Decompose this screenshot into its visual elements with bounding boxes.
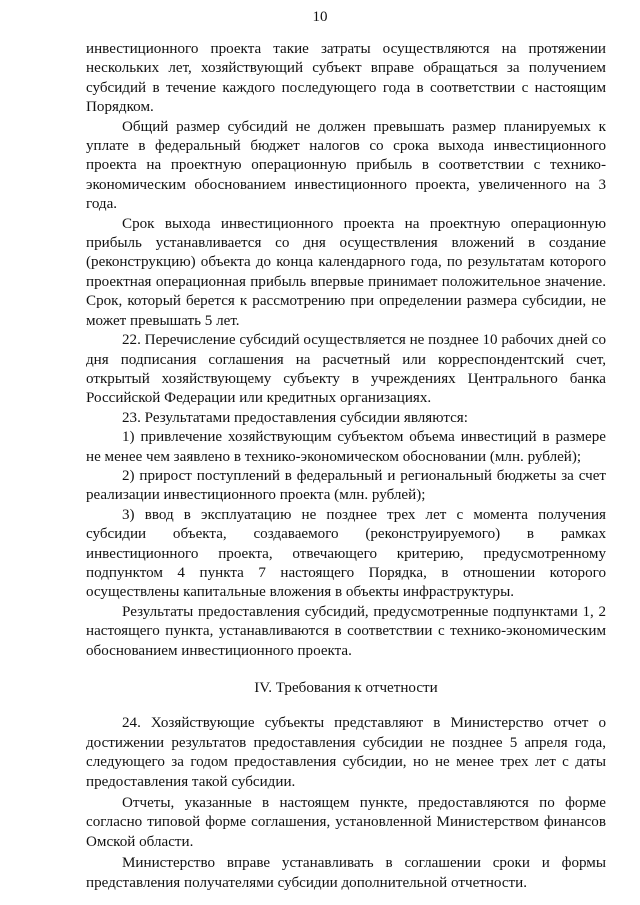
paragraph-profit-term: Срок выхода инвестиционного проекта на проектную операционную прибыль устанавливается со дня осуществления вложений в создание (реконструкцию) объекта до конца календарного года, по результатам которого проектная операционная прибыль впервые принимает положительное значение. Срок, который берется к рассмотрению при определении размера субсидии, не может превышать 5 лет. bbox=[86, 215, 606, 329]
paragraph-reports-form: Отчеты, указанные в настоящем пункте, предоставляются по форме согласно типовой форме соглашения, установленной Министерством финансов Омской области. bbox=[86, 795, 606, 850]
paragraph-item-23: 23. Результатами предоставления субсидии являются: bbox=[122, 409, 468, 426]
paragraph-item-22: 22. Перечисление субсидий осуществляется не позднее 10 рабочих дней со дня подписания соглашения на расчетный или корреспондентский счет, открытый хозяйствующему субъекту в учреждениях Центрального банка Российской Федерации или кредитных организациях. bbox=[86, 332, 606, 407]
section-heading: IV. Требования к отчетности bbox=[254, 680, 438, 696]
list-item-2: 2) прирост поступлений в федеральный и региональный бюджеты за счет реализации инвестиционного проекта (млн. рублей); bbox=[86, 467, 606, 504]
page-number: 10 bbox=[312, 9, 328, 25]
paragraph-item-24: 24. Хозяйствующие субъекты представляют в Министерство отчет о достижении результатов предоставления субсидии не позднее 5 апреля года, следующего за годом предоставления субсидии, но не менее трех лет с даты предоставления такой субсидии. bbox=[86, 715, 606, 790]
paragraph-continuation: инвестиционного проекта такие затраты осуществляются на протяжении нескольких лет, хозяйствующий субъект вправе обращаться за получением субсидий в течение каждого последующего года в соответствии с настоящим Порядком. bbox=[86, 41, 606, 116]
paragraph-results-note: Результаты предоставления субсидий, предусмотренные подпунктами 1, 2 настоящего пункта, устанавливаются в соответствии с технико-экономическим обоснованием инвестиционного проекта. bbox=[86, 603, 606, 659]
document-body bbox=[86, 40, 606, 893]
list-item-3: 3) ввод в эксплуатацию не позднее трех лет с момента получения субсидии объекта, создаваемого (реконструируемого) в рамках инвестиционного проекта, отвечающего критерию, предусмотренному подпунктом 4 пункта 7 настоящего Порядка, в отношении которого осуществлены капитальные вложения в объекты инфраструктуры. bbox=[86, 506, 606, 601]
list-item-1: 1) привлечение хозяйствующим субъектом объема инвестиций в размере не менее чем заявлено в технико-экономическом обосновании (млн. рублей); bbox=[86, 429, 606, 465]
paragraph-subsidy-size: Общий размер субсидий не должен превышать размер планируемых к уплате в федеральный бюджет налогов со срока выхода инвестиционного проекта на проектную операционную прибыль в соответствии с технико-экономическим обоснованием инвестиционного проекта, увеличенного на 3 года. bbox=[86, 118, 606, 213]
paragraph-additional-reporting: Министерство вправе устанавливать в соглашении сроки и формы представления получателями субсидии дополнительной отчетности. bbox=[86, 855, 606, 891]
